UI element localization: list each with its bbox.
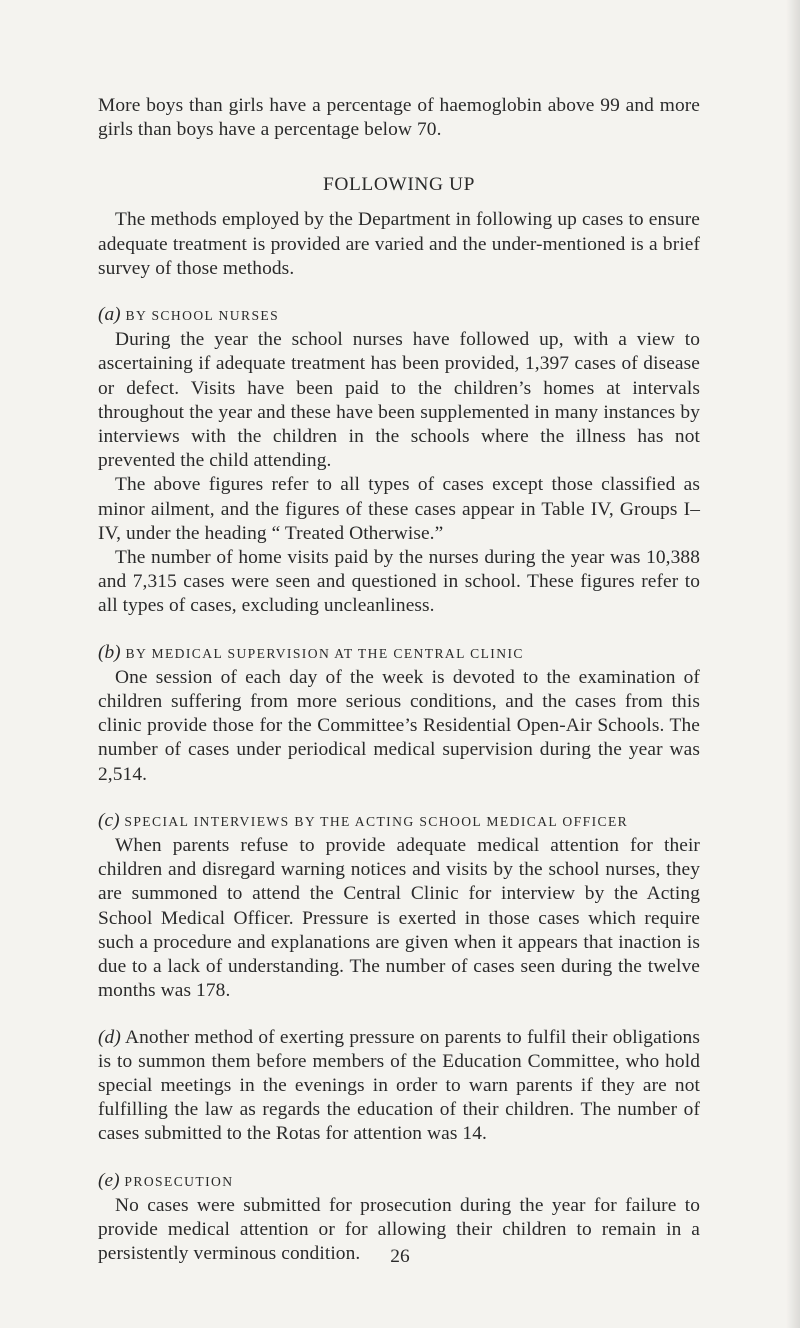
section-a-paragraph-2: The above figures refer to all types of cases except those classified as minor ailment, and the figures of these cases appear in Table IV, Groups I–IV, under the heading “ Treated Otherwise.” <box>98 474 700 544</box>
document-page <box>98 94 700 1266</box>
subheading-b-letter: (b) <box>98 641 121 663</box>
section-e-paragraph-1: No cases were submitted for prosecution during the year for failure to provide medical attention or for allowing their children to remain in a persistently verminous condition. <box>98 1194 700 1265</box>
subheading-b-title: BY MEDICAL SUPERVISION AT THE CENTRAL CLINIC <box>125 645 524 661</box>
page-edge-shadow <box>786 0 800 1328</box>
page-number: 26 <box>390 1246 410 1267</box>
subheading-a-title: BY SCHOOL NURSES <box>125 308 280 324</box>
section-a-paragraph-1: During the year the school nurses have followed up, with a view to ascertaining if adequate treatment has been provided, 1,397 cases of disease or defect. Visits have been paid to the children’s homes at intervals throughout the year and these have been supplemented in many instances by interviews with the children in the schools where the illness has not prevented the child attending. <box>98 329 700 472</box>
subheading-c <box>98 809 700 834</box>
section-c-paragraph-1: When parents refuse to provide adequate medical attention for their children and disregard warning notices and visits by the school nurses, they are summoned to attend the Central Clinic for interview by the Acting School Medical Officer. Pressure is exerted in those cases which require such a procedure and explanations are given when it appears that inaction is due to a lack of understanding. The number of cases seen during the twelve months was 178. <box>98 835 700 1002</box>
section-b-paragraph-1: One session of each day of the week is devoted to the examination of children suffering from more serious conditions, and the cases from this clinic provide those for the Committee’s Residential Open-Air Schools. The number of cases under periodical medical supervision during the year was 2,514. <box>98 666 700 785</box>
subheading-a-letter: (a) <box>98 304 121 326</box>
subheading-c-title: SPECIAL INTERVIEWS BY THE ACTING SCHOOL MEDICAL OFFICER <box>124 813 629 829</box>
section-heading: FOLLOWING UP <box>322 174 476 196</box>
section-d-letter: (d) <box>98 1026 121 1048</box>
subheading-c-letter: (c) <box>98 809 120 831</box>
subheading-e-letter: (e) <box>98 1169 120 1191</box>
subheading-e-title: PROSECUTION <box>124 1173 234 1189</box>
lead-paragraph: The methods employed by the Department in following up cases to ensure adequate treatment is provided are varied and the under-mentioned is a brief survey of those methods. <box>98 209 700 279</box>
section-d-paragraph <box>98 1026 700 1147</box>
section-d-text: Another method of exerting pressure on parents to fulfil their obligations is to summon them before members of the Education Committee, who hold special meetings in the evenings in order to warn parents if they are not fulfilling the law as regards the education of their children. The number of cases submitted to the Rotas for attention was 14. <box>98 1026 700 1145</box>
section-b <box>98 641 700 787</box>
section-a <box>98 303 700 619</box>
section-c <box>98 809 700 1004</box>
section-d <box>98 1026 700 1147</box>
section-a-paragraph-3: The number of home visits paid by the nurses during the year was 10,388 and 7,315 cases were seen and questioned in school. These figures refer to all types of cases, excluding uncleanliness. <box>98 547 700 617</box>
subheading-b <box>98 641 700 666</box>
intro-paragraph: More boys than girls have a percentage of haemoglobin above 99 and more girls than boys have a percentage below 70. <box>98 95 700 141</box>
subheading-a <box>98 303 700 328</box>
subheading-e <box>98 1169 700 1194</box>
